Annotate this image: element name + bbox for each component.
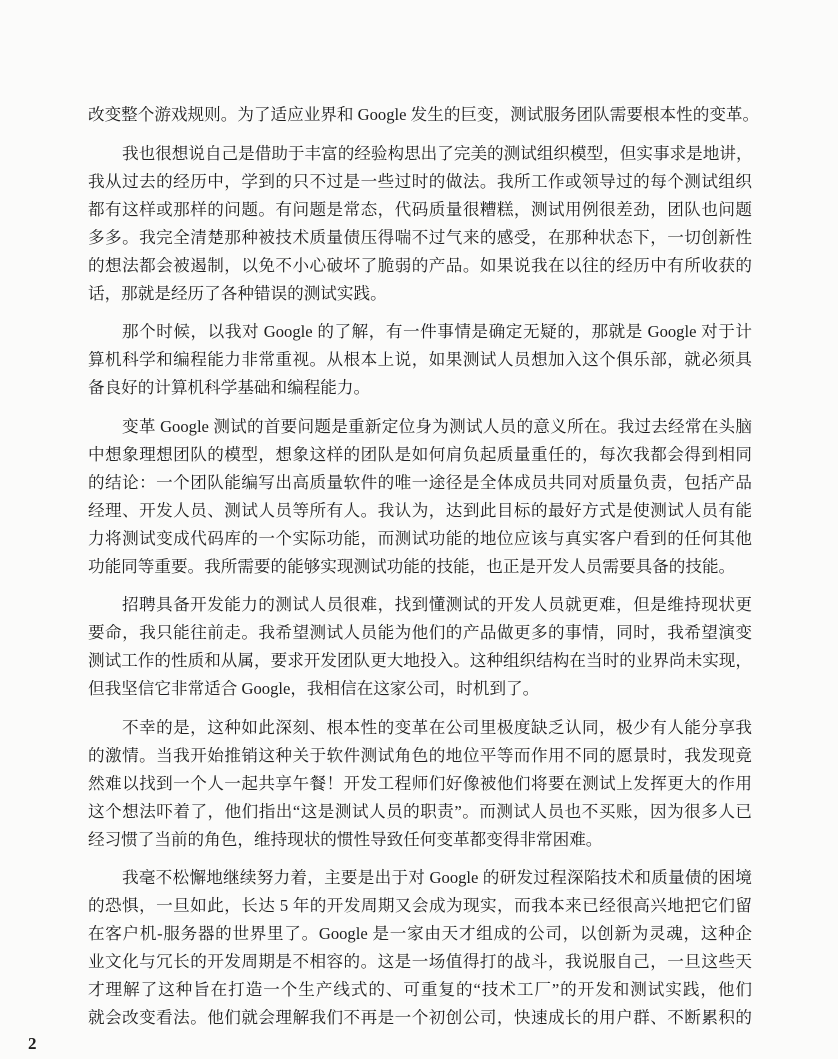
text-line: 但我坚信它非常适合 Google，我相信在这家公司，时机到了。 xyxy=(88,679,540,698)
text-line: 中想象理想团队的模型，想象这样的团队是如何肩负起质量重任的，每次我都会得到相同 xyxy=(88,444,752,464)
page-number: 2 xyxy=(28,1034,37,1053)
text-line: 的结论：一个团队能编写出高质量软件的唯一途径是全体成员共同对质量负责，包括产品 xyxy=(88,472,752,492)
text-line: 备良好的计算机科学基础和编程能力。 xyxy=(88,378,371,397)
text-line: 变革 Google 测试的首要问题是重新定位身为测试人员的意义所在。我过去经常在头脑 xyxy=(122,416,752,436)
text-line: 就会改变看法。他们就会理解我们不再是一个初创公司，快速成长的用户群、不断累积的 xyxy=(88,1008,752,1027)
paragraph xyxy=(88,140,752,308)
text-line: 我也很想说自己是借助于丰富的经验构思出了完美的测试组织模型，但实事求是地讲， xyxy=(122,143,753,163)
paragraph xyxy=(88,714,752,854)
text-line: 改变整个游戏规则。为了适应业界和 Google 发生的巨变，测试服务团队需要根本性的变革。 xyxy=(88,105,760,124)
text-line: 的想法都会被遏制，以免不小心破坏了脆弱的产品。如果说我在以往的经历中有所收获的 xyxy=(88,255,752,275)
text-line: 力将测试变成代码库的一个实际功能，而测试功能的地位应该与真实客户看到的任何其他 xyxy=(88,528,752,548)
paragraph xyxy=(88,591,752,703)
text-line: 我从过去的经历中，学到的只不过是一些过时的做法。我所工作或领导过的每个测试组织 xyxy=(88,171,752,191)
text-line: 的激情。当我开始推销这种关于软件测试角色的地位平等而作用不同的愿景时，我发现竟 xyxy=(88,745,752,765)
paragraph xyxy=(88,864,752,1032)
text-line: 要命，我只能往前走。我希望测试人员能为他们的产品做更多的事情，同时，我希望演变 xyxy=(88,623,752,642)
text-line: 才理解了这种旨在打造一个生产线式的、可重复的“技术工厂”的开发和测试实践，他们 xyxy=(88,980,752,999)
text-line: 多多。我完全清楚那种被技术质量债压得喘不过气来的感受，在那种状态下，一切创新性 xyxy=(88,227,752,247)
text-line: 经理、开发人员、测试人员等所有人。我认为，达到此目标的最好方式是使测试人员有能 xyxy=(88,500,752,520)
text-line: 测试工作的性质和从属，要求开发团队更大地投入。这种组织结构在当时的业界尚未实现， xyxy=(88,651,752,670)
text-line: 的恐惧，一旦如此，长达 5 年的开发周期又会成为现实，而我本来已经很高兴地把它们留 xyxy=(88,896,752,915)
paragraph xyxy=(88,318,752,402)
text-line: 那个时候，以我对 Google 的了解，有一件事情是确定无疑的，那就是 Google 对于计 xyxy=(122,322,752,341)
text-line: 不幸的是，这种如此深刻、根本性的变革在公司里极度缺乏认同，极少有人能分享我 xyxy=(122,717,752,737)
text-line: 我毫不松懈地继续努力着，主要是出于对 Google 的研发过程深陷技术和质量债的困境 xyxy=(122,868,752,887)
text-line: 算机科学和编程能力非常重视。从根本上说，如果测试人员想加入这个俱乐部，就必须具 xyxy=(88,350,752,369)
text-line: 都有这样或那样的问题。有问题是常态，代码质量很糟糕，测试用例很差劲，团队也问题 xyxy=(88,199,752,219)
text-line: 功能同等重要。我所需要的能够实现测试功能的技能，也正是开发人员需要具备的技能。 xyxy=(88,556,736,576)
paragraph xyxy=(88,101,760,129)
body-text xyxy=(88,101,760,1043)
text-line: 经习惯了当前的角色，维持现状的惯性导致任何变革都变得非常困难。 xyxy=(88,829,603,849)
text-line: 招聘具备开发能力的测试人员很难，找到懂测试的开发人员就更难，但是维持现状更 xyxy=(122,595,752,614)
text-line: 话，那就是经历了各种错误的测试实践。 xyxy=(88,283,387,303)
paragraph xyxy=(88,413,752,581)
text-line: 这个想法吓着了，他们指出“这是测试人员的职责”。而测试人员也不买账，因为很多人已 xyxy=(88,801,752,821)
text-line: 在客户机-服务器的世界里了。Google 是一家由天才组成的公司，以创新为灵魂，这种企 xyxy=(88,924,752,943)
text-line: 然难以找到一个人一起共享午餐！开发工程师们好像被他们将要在测试上发挥更大的作用 xyxy=(88,773,752,793)
text-line: 业文化与冗长的开发周期是不相容的。这是一场值得打的战斗，我说服自己，一旦这些天 xyxy=(88,952,752,971)
